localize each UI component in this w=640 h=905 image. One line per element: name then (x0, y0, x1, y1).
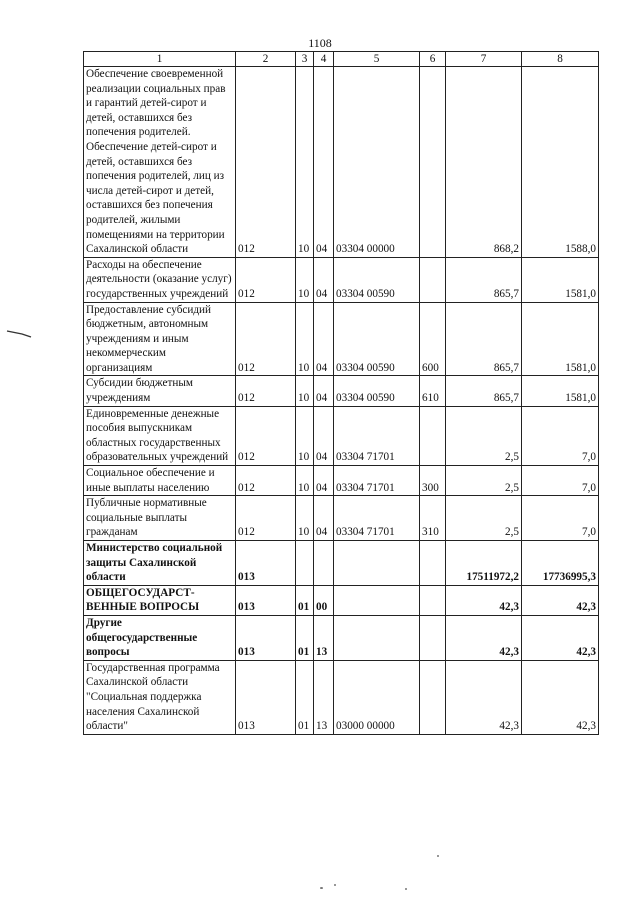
ministry-code: 013 (236, 541, 296, 586)
item-name: Субсидии бюджетным учреждениям (84, 376, 236, 406)
target-code: 03304 00590 (334, 376, 420, 406)
section-code: 10 (296, 466, 314, 496)
section-code: 01 (296, 615, 314, 660)
table-row (84, 615, 599, 660)
amount-col7: 42,3 (446, 660, 522, 734)
amount-col7: 17511972,2 (446, 541, 522, 586)
table-row (84, 406, 599, 465)
amount-col8: 7,0 (522, 496, 599, 541)
section-code: 10 (296, 257, 314, 302)
budget-table (83, 51, 599, 735)
target-code: 03304 00590 (334, 302, 420, 376)
ministry-code: 013 (236, 615, 296, 660)
type-code (420, 660, 446, 734)
target-code: 03304 71701 (334, 496, 420, 541)
section-code: 01 (296, 660, 314, 734)
table-row (84, 660, 599, 734)
table-row (84, 496, 599, 541)
subsection-code: 04 (314, 302, 334, 376)
amount-col8: 1581,0 (522, 257, 599, 302)
target-code (334, 615, 420, 660)
amount-col7: 865,7 (446, 302, 522, 376)
header-cell: 2 (236, 52, 296, 67)
subsection-code: 13 (314, 660, 334, 734)
amount-col8: 42,3 (522, 585, 599, 615)
type-code (420, 541, 446, 586)
amount-col7: 865,7 (446, 376, 522, 406)
subsection-code: 04 (314, 257, 334, 302)
subsection-code: 04 (314, 67, 334, 258)
type-code (420, 257, 446, 302)
table-row (84, 585, 599, 615)
ministry-code: 013 (236, 660, 296, 734)
item-name: Государственная программа Сахалинской области "Социальная поддержка населения Сахалинской области" (84, 660, 236, 734)
header-cell: 6 (420, 52, 446, 67)
section-code: 01 (296, 585, 314, 615)
table-row (84, 67, 599, 258)
target-code: 03000 00000 (334, 660, 420, 734)
amount-col8: 17736995,3 (522, 541, 599, 586)
amount-col8: 1588,0 (522, 67, 599, 258)
target-code (334, 541, 420, 586)
amount-col8: 7,0 (522, 466, 599, 496)
amount-col7: 868,2 (446, 67, 522, 258)
subsection-code: 04 (314, 406, 334, 465)
subsection-code: 04 (314, 466, 334, 496)
ministry-code: 012 (236, 376, 296, 406)
table-row (84, 302, 599, 376)
header-cell: 8 (522, 52, 599, 67)
target-code: 03304 00000 (334, 67, 420, 258)
scan-speck (405, 888, 407, 890)
amount-col7: 865,7 (446, 257, 522, 302)
item-name: Министерство социальной защиты Сахалинской области (84, 541, 236, 586)
section-code: 10 (296, 302, 314, 376)
section-code: 10 (296, 496, 314, 541)
item-name: ОБЩЕГОСУДАРСТ-ВЕННЫЕ ВОПРОСЫ (84, 585, 236, 615)
section-code: 10 (296, 67, 314, 258)
scan-speck (320, 887, 323, 889)
item-name: Расходы на обеспечение деятельности (оказание услуг) государственных учреждений (84, 257, 236, 302)
type-code: 300 (420, 466, 446, 496)
type-code: 600 (420, 302, 446, 376)
type-code (420, 67, 446, 258)
scan-speck (334, 884, 336, 886)
target-code (334, 585, 420, 615)
subsection-code: 13 (314, 615, 334, 660)
amount-col8: 42,3 (522, 660, 599, 734)
ministry-code: 012 (236, 466, 296, 496)
ministry-code: 013 (236, 585, 296, 615)
amount-col8: 42,3 (522, 615, 599, 660)
item-name: Другие общегосударственные вопросы (84, 615, 236, 660)
amount-col7: 42,3 (446, 615, 522, 660)
section-code (296, 541, 314, 586)
page-number: 1108 (308, 36, 332, 50)
subsection-code (314, 541, 334, 586)
scan-artifact-mark (6, 328, 32, 338)
table-row (84, 376, 599, 406)
table-row (84, 541, 599, 586)
type-code (420, 406, 446, 465)
item-name: Единовременные денежные пособия выпускникам областных государственных образовательных учреждений (84, 406, 236, 465)
type-code (420, 585, 446, 615)
amount-col7: 2,5 (446, 466, 522, 496)
type-code: 310 (420, 496, 446, 541)
ministry-code: 012 (236, 406, 296, 465)
header-cell: 5 (334, 52, 420, 67)
subsection-code: 04 (314, 376, 334, 406)
target-code: 03304 71701 (334, 406, 420, 465)
ministry-code: 012 (236, 302, 296, 376)
subsection-code: 00 (314, 585, 334, 615)
item-name: Публичные нормативные социальные выплаты гражданам (84, 496, 236, 541)
ministry-code: 012 (236, 67, 296, 258)
type-code: 610 (420, 376, 446, 406)
amount-col7: 2,5 (446, 496, 522, 541)
amount-col8: 1581,0 (522, 376, 599, 406)
header-cell: 1 (84, 52, 236, 67)
amount-col7: 42,3 (446, 585, 522, 615)
item-name: Предоставление субсидий бюджетным, автономным учреждениям и иным некоммерческим организациям (84, 302, 236, 376)
header-cell: 4 (314, 52, 334, 67)
amount-col7: 2,5 (446, 406, 522, 465)
scan-speck (437, 855, 439, 857)
ministry-code: 012 (236, 257, 296, 302)
header-cell: 7 (446, 52, 522, 67)
table-row (84, 257, 599, 302)
item-name: Социальное обеспечение и иные выплаты населению (84, 466, 236, 496)
amount-col8: 1581,0 (522, 302, 599, 376)
subsection-code: 04 (314, 496, 334, 541)
target-code: 03304 71701 (334, 466, 420, 496)
section-code: 10 (296, 376, 314, 406)
target-code: 03304 00590 (334, 257, 420, 302)
item-name: Обеспечение своевременной реализации социальных прав и гарантий детей-сирот и детей, оставшихся без попечения родителей. Обеспечение детей-сирот и детей, оставшихся без попечения родителей, лиц из числа детей-сирот и детей, оставшихся без попечения родителей, жилыми помещениями на территории Сахалинской области (84, 67, 236, 258)
ministry-code: 012 (236, 496, 296, 541)
amount-col8: 7,0 (522, 406, 599, 465)
header-row (84, 52, 599, 67)
section-code: 10 (296, 406, 314, 465)
type-code (420, 615, 446, 660)
header-cell: 3 (296, 52, 314, 67)
table-row (84, 466, 599, 496)
